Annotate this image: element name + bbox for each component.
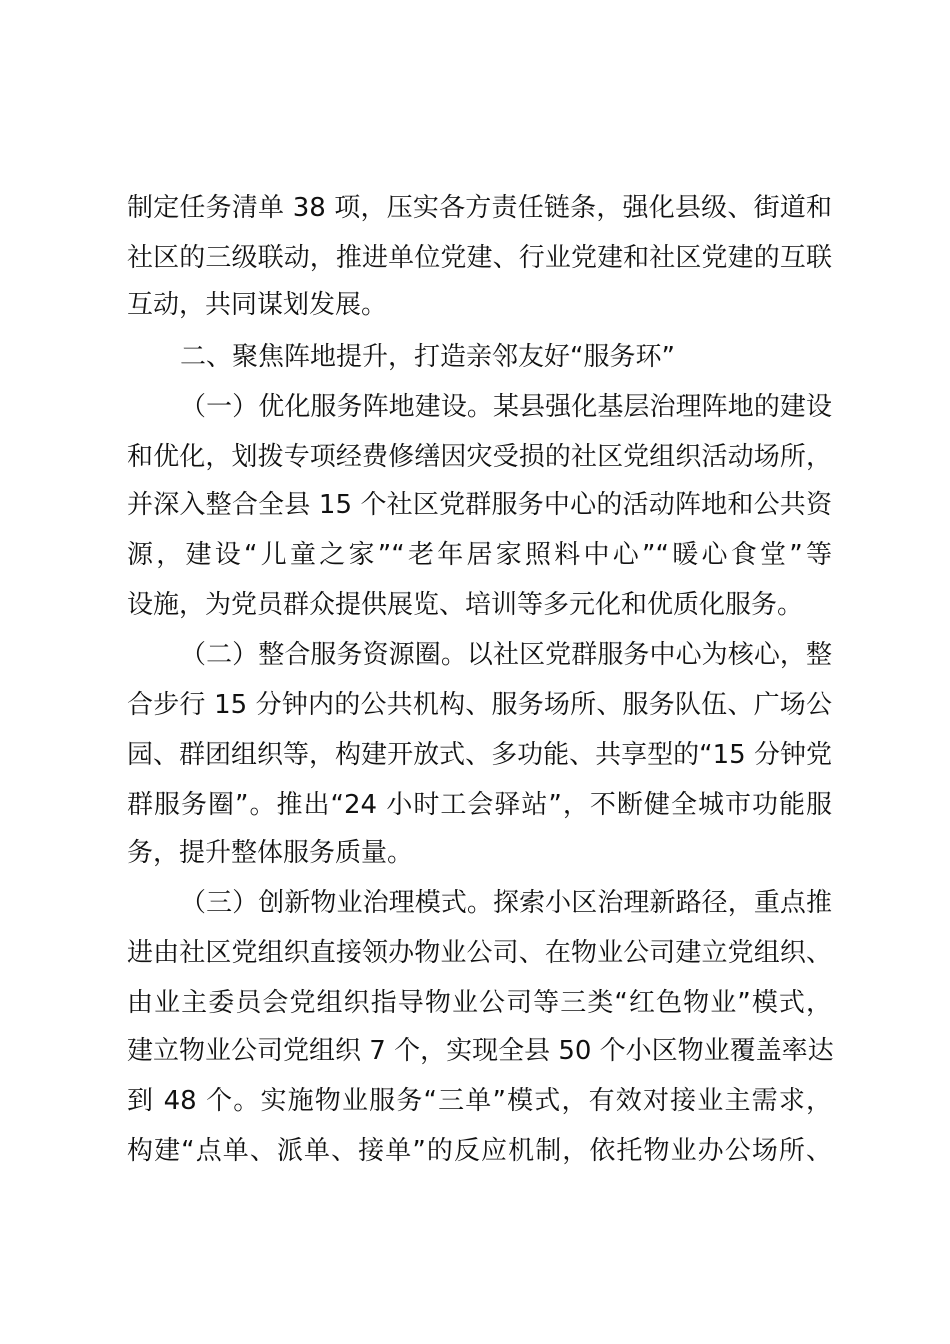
text-line: 并深入整合全县 15 个社区党群服务中心的活动阵地和公共资 xyxy=(127,490,832,520)
subsection-heading: （三）创新物业治理模式。探索小区治理新路径，重点推 xyxy=(180,888,832,918)
text-line: 由业主委员会党组织指导物业公司等三类“红色物业”模式， xyxy=(127,988,832,1018)
text-line: 群服务圈”。推出“24 小时工会驿站”，不断健全城市功能服 xyxy=(127,790,832,820)
text-line: 进由社区党组织直接领办物业公司、在物业公司建立党组织、 xyxy=(127,938,832,968)
text-line: 到 48 个。实施物业服务“三单”模式，有效对接业主需求， xyxy=(127,1086,832,1116)
subsection-heading: （一）优化服务阵地建设。某县强化基层治理阵地的建设 xyxy=(180,392,832,422)
text-line: 制定任务清单 38 项，压实各方责任链条，强化县级、街道和 xyxy=(127,193,832,223)
text-line: 园、群团组织等，构建开放式、多功能、共享型的“15 分钟党 xyxy=(127,740,832,770)
text-line: 和优化，划拨专项经费修缮因灾受损的社区党组织活动场所， xyxy=(127,442,832,472)
text-line: 源，建设“儿童之家”“老年居家照料中心”“暖心食堂”等 xyxy=(127,540,832,570)
subsection-heading: （二）整合服务资源圈。以社区党群服务中心为核心，整 xyxy=(180,640,832,670)
text-line: 合步行 15 分钟内的公共机构、服务场所、服务队伍、广场公 xyxy=(127,690,832,720)
text-line: 建立物业公司党组织 7 个，实现全县 50 个小区物业覆盖率达 xyxy=(127,1036,834,1066)
text-line: 社区的三级联动，推进单位党建、行业党建和社区党建的互联 xyxy=(127,243,832,273)
text-line: 务，提升整体服务质量。 xyxy=(127,838,414,868)
text-line: 设施，为党员群众提供展览、培训等多元化和优质化服务。 xyxy=(127,590,804,620)
section-heading: 二、聚焦阵地提升，打造亲邻友好“服务环” xyxy=(180,342,675,372)
text-line: 构建“点单、派单、接单”的反应机制，依托物业办公场所、 xyxy=(127,1136,832,1166)
text-line: 互动，共同谋划发展。 xyxy=(127,290,388,320)
